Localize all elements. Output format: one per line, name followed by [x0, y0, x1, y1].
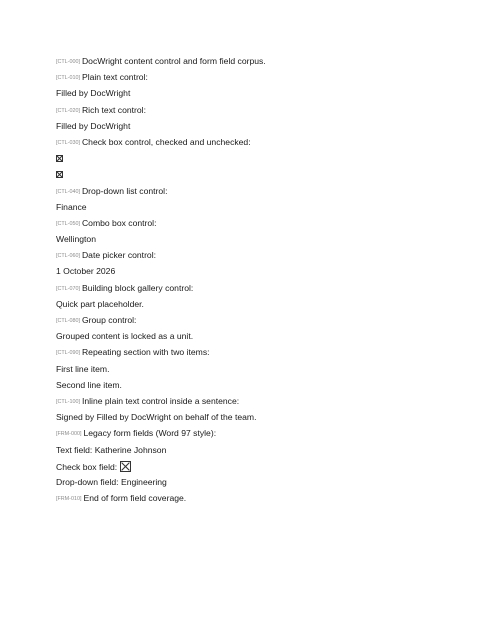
- anchor-tag: [CTL-090]: [56, 350, 80, 357]
- checkbox-control-checked[interactable]: [56, 155, 63, 162]
- checkbox-row-1: [56, 153, 456, 169]
- anchor-tag: [CTL-000]: [56, 59, 80, 65]
- paragraph-ctl-030: [56, 137, 456, 153]
- paragraph-ctl-090: [56, 347, 456, 363]
- paragraph-ctl-080: [56, 315, 456, 331]
- paragraph-ctl-050: [56, 218, 456, 234]
- paragraph-text: DocWright content control and form field corpus.: [81, 56, 266, 66]
- inline-plain-text-sentence[interactable]: Signed by Filled by DocWright on behalf of the team.: [56, 412, 257, 423]
- anchor-tag: [FRM-010]: [56, 496, 82, 503]
- anchor-tag: [CTL-050]: [56, 220, 80, 227]
- repeating-section-item[interactable]: First line item.: [56, 363, 110, 374]
- paragraph-text: Repeating section with two items:: [81, 347, 210, 358]
- anchor-tag: [CTL-080]: [56, 318, 80, 324]
- paragraph-text: Legacy form fields (Word 97 style):: [83, 428, 217, 439]
- combo-box-control[interactable]: Wellington: [56, 234, 96, 245]
- legacy-dropdown-field[interactable]: Drop-down field: Engineering: [56, 476, 167, 487]
- building-block-gallery-control[interactable]: Quick part placeholder.: [56, 298, 144, 309]
- anchor-tag: [CTL-070]: [56, 285, 80, 292]
- paragraph-text: Drop-down list control:: [81, 185, 168, 196]
- legacy-text-field[interactable]: Text field: Katherine Johnson: [56, 444, 167, 455]
- anchor-tag: [CTL-030]: [56, 139, 80, 146]
- dropdown-list-control[interactable]: Finance: [56, 201, 87, 212]
- paragraph-ctl-060: [56, 250, 456, 266]
- paragraph-text: Plain text control:: [81, 72, 148, 83]
- paragraph-text: Rich text control:: [81, 104, 146, 115]
- rich-text-control[interactable]: Filled by DocWright: [56, 120, 131, 131]
- paragraph-text: End of form field coverage.: [83, 493, 187, 504]
- anchor-tag: [FRM-000]: [56, 431, 82, 438]
- repeating-section-item[interactable]: Second line item.: [56, 379, 122, 390]
- checkbox-control-second[interactable]: [56, 171, 63, 178]
- anchor-tag: [CTL-100]: [56, 398, 80, 405]
- paragraph-text: Building block gallery control:: [81, 282, 194, 293]
- anchor-tag: [CTL-020]: [56, 107, 80, 114]
- paragraph-ctl-100: [56, 396, 456, 412]
- group-control[interactable]: Grouped content is locked as a unit.: [56, 331, 194, 342]
- paragraph-text: Check box control, checked and unchecked:: [81, 136, 251, 147]
- paragraph-ctl-010: [56, 72, 456, 88]
- paragraph-ctl-070: [56, 283, 456, 299]
- date-picker-control[interactable]: 1 October 2026: [56, 266, 116, 277]
- paragraph-ctl-020: [56, 105, 456, 121]
- plain-text-control[interactable]: Filled by DocWright: [56, 88, 131, 99]
- paragraph-frm-010: [56, 493, 456, 509]
- anchor-tag: [CTL-040]: [56, 188, 80, 195]
- anchor-tag: [CTL-010]: [56, 75, 80, 82]
- paragraph-frm-000: [56, 428, 456, 444]
- document-body: [56, 56, 456, 509]
- legacy-checkbox-row: [56, 461, 456, 477]
- paragraph-text: Date picker control:: [81, 250, 157, 261]
- checkbox-row-2: [56, 169, 456, 185]
- paragraph-text: Inline plain text control inside a sentence:: [81, 395, 240, 406]
- paragraph-text: Combo box control:: [81, 217, 157, 228]
- paragraph-ctl-000: [56, 56, 456, 72]
- paragraph-ctl-040: [56, 186, 456, 202]
- anchor-tag: [CTL-060]: [56, 253, 80, 260]
- paragraph-text: Group control:: [81, 315, 137, 325]
- legacy-checkbox-field[interactable]: [120, 461, 131, 472]
- checkbox-field-label: Check box field:: [56, 461, 118, 472]
